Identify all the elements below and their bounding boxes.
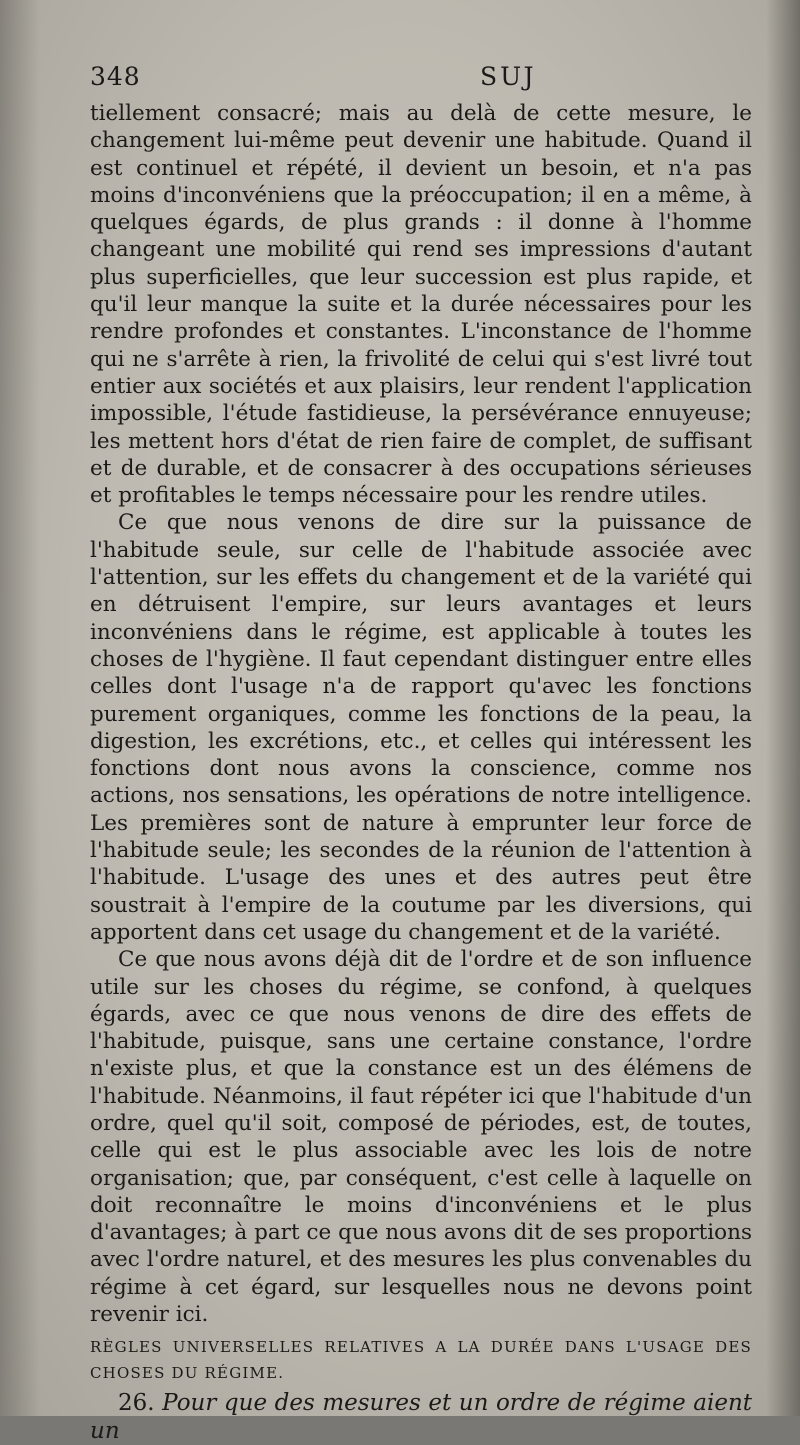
page-shadow-right bbox=[766, 0, 800, 1416]
rule-26 bbox=[90, 1390, 752, 1445]
paragraph-order: Ce que nous avons déjà dit de l'ordre et de son influence utile sur les choses du régime, se confond, à quelques égards, avec ce que nous venons de dire des effets de l'habitude, puisque, sans une certaine constance, l'ordre n'existe plus, et que la constance est un des élémens de l'habitude. Néanmoins, il faut répéter ici que l'habitude d'un ordre, quel qu'il soit, composé de périodes, est, de toutes, celle qui est le plus associable avec les lois de notre organisation; que, par conséquent, c'est celle à laquelle on doit reconnaître le moins d'inconvéniens et le plus d'avantages; à part ce que nous avons dit de ses proportions avec l'ordre naturel, et des mesures les plus convenables du régime à cet égard, sur lesquelles nous ne devons point revenir ici. bbox=[90, 947, 752, 1328]
body-text bbox=[90, 100, 752, 1445]
page-header bbox=[90, 62, 750, 96]
rule-heading: RÈGLES UNIVERSELLES RELATIVES A LA DURÉE DANS L'USAGE DES CHOSES DU RÉGIME. bbox=[90, 1338, 752, 1383]
page-shadow-left bbox=[0, 0, 40, 1416]
running-head: SUJ bbox=[480, 62, 537, 91]
paragraph-continued: tiellement consacré; mais au delà de cette mesure, le changement lui-même peut devenir une habitude. Quand il est continuel et répété, il devient un besoin, et n'a pas moins d'inconvéniens que la préoccupation; il en a même, à quelques égards, de plus grands : il donne à l'homme changeant une mobilité qui rend ses impressions d'autant plus superficielles, que leur succession est plus rapide, et qu'il leur manque la suite et la durée nécessaires pour les rendre profondes et constantes. L'inconstance de l'homme qui ne s'arrête à rien, la frivolité de celui qui s'est livré tout entier aux sociétés et aux plaisirs, leur rendent l'application impossible, l'étude fastidieuse, la persévérance ennuyeuse; les mettent hors d'état de rien faire de complet, de suffisant et de durable, et de consacrer à des occupations sérieuses et profitables le temps nécessaire pour les rendre utiles. bbox=[90, 101, 752, 509]
paragraph-habit: Ce que nous venons de dire sur la puissance de l'habitude seule, sur celle de l'habitude associée avec l'attention, sur les effets du changement et de la variété qui en détruisent l'empire, sur leurs avantages et leurs inconvéniens dans le régime, est applicable à toutes les choses de l'hygiène. Il faut cependant distinguer entre elles celles dont l'usage n'a de rapport qu'avec les fonctions purement organiques, comme les fonctions de la peau, la digestion, les excrétions, etc., et celles qui intéressent les fonctions dont nous avons la conscience, comme nos actions, nos sensations, les opérations de notre intelligence. Les premières sont de nature à emprunter leur force de l'habitude seule; les secondes de la réunion de l'attention à l'habitude. L'usage des unes et des autres peut être soustrait à l'empire de la coutume par les diversions, qui apportent dans cet usage du changement et de la variété. bbox=[90, 510, 752, 945]
rule-text: Pour que des mesures et un ordre de régime aient un bbox=[90, 1390, 753, 1444]
rule-number: 26. bbox=[118, 1390, 155, 1417]
page-number: 348 bbox=[90, 62, 141, 91]
